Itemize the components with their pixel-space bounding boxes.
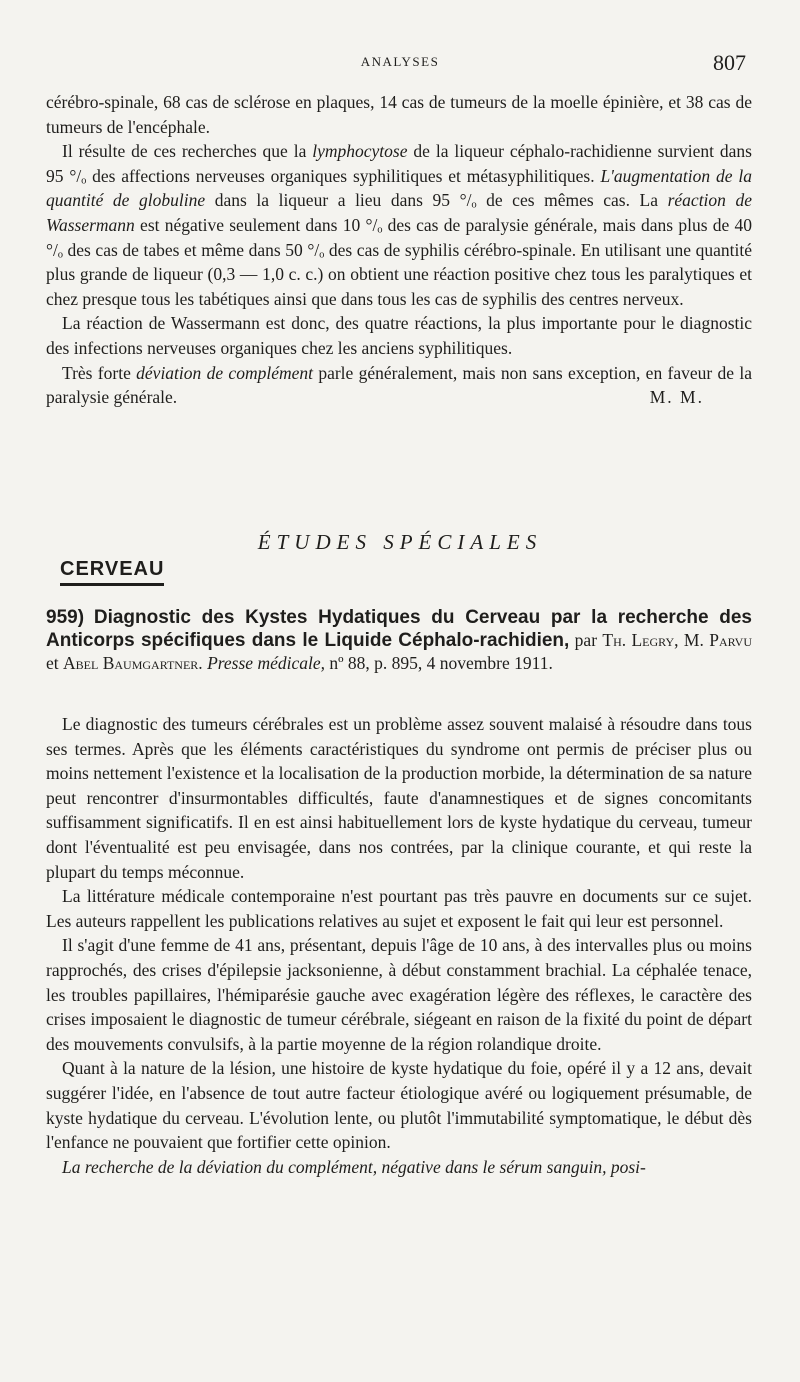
article-body — [46, 712, 752, 1179]
signature: M. M. — [649, 387, 704, 408]
page-number: 807 — [713, 50, 746, 75]
paragraph: cérébro-spinale, 68 cas de sclérose en plaques, 14 cas de tumeurs de la moelle épinière, et 38 cas de tumeurs de l'encéphale. — [46, 92, 752, 137]
article-authors: Th. Legry, M. Parvu — [602, 630, 752, 650]
article-header: 959) Diagnostic des Kystes Hydatiques du Cerveau par la recherche des Anticorps spécifiques dans le Liquide Céphalo-rachidien, par Th. Legry, M. Parvu et Abel Baumgartner. Presse médicale, nº 88, p. 895, 4 novembre 1911. — [46, 607, 753, 673]
running-title: ANALYSES — [360, 54, 440, 69]
paragraph: La littérature médicale contemporaine n'est pourtant pas très pauvre en documents sur ce sujet. Les auteurs rappellent les publications relatives au sujet et exposent le fait qui leur est personnel. — [46, 886, 752, 931]
paragraph: Très forte déviation de complément parle généralement, mais non sans exception, en faveur de la paralysie générale. M. M. — [46, 361, 752, 410]
paragraph: La recherche de la déviation du complément, négative dans le sérum sanguin, posi- — [62, 1156, 646, 1177]
paragraph: La réaction de Wassermann est donc, des quatre réactions, la plus importante pour le diagnostic des infections nerveuses organiques chez les anciens syphilitiques. — [46, 313, 752, 358]
paragraph: Le diagnostic des tumeurs cérébrales est un problème assez souvent malaisé à résoudre dans tous ses termes. Après que les éléments caractéristiques du syndrome ont permis de préciser plus ou moins nettement l'existence et la localisation de la production morbide, la détermination de sa nature peut rencontrer d'insurmontables difficultés, faute d'anamnestiques et de signes concomitants suffisamment significatifs. Il en est ainsi habituellement lors de kyste hydatique du cerveau, tumeur dont l'éventualité est peu envisagée, dans nos contrées, par la clinique courante, et qui reste la plupart du temps méconnue. — [46, 714, 752, 882]
intro-text — [46, 90, 752, 410]
article-title: Diagnostic des Kystes Hydatiques du Cerveau par la recherche des Anticorps spécifiques dans le Liquide Céphalo-rachidien, — [46, 607, 753, 651]
paragraph: Quant à la nature de la lésion, une histoire de kyste hydatique du foie, opéré il y a 12 ans, devait suggérer l'idée, en l'absence de tout autre facteur étiologique avéré ou logiquement présumable, de kyste hydatique du cerveau. L'évolution lente, ou plutôt l'immutabilité symptomatique, le début dès l'enfance ne pouvaient que fortifier cette opinion. — [46, 1058, 752, 1153]
article-number: 959) — [46, 607, 85, 628]
paragraph: Il résulte de ces recherches que la lymphocytose de la liqueur céphalo-rachidienne survient dans 95 °/ₒ des affections nerveuses organiques syphilitiques et métasyphilitiques. L'augmentation de la quantité de globuline dans la liqueur a lieu dans 95 °/ₒ de ces mêmes cas. La réaction de Wassermann est négative seulement dans 10 °/ₒ des cas de paralysie générale, mais dans plus de 40 °/ₒ des cas de tabes et même dans 50 °/ₒ des cas de syphilis cérébro-spinale. En utilisant une quantité plus grande de liqueur (0,3 — 1,0 c. c.) on obtient une réaction positive chez tous les paralytiques et chez presque tous les tabétiques ainsi que dans tous les cas de syphilis des centres nerveux. — [46, 141, 753, 309]
subsection-heading: CERVEAU — [60, 558, 164, 586]
paragraph: Il s'agit d'une femme de 41 ans, présentant, depuis l'âge de 10 ans, à des intervalles plus ou moins rapprochés, des crises d'épilepsie jacksonienne, à début constamment brachial. La céphalée tenace, les troubles papillaires, l'hémiparésie gauche avec exagération légère des réflexes, le caractère des crises imposaient le diagnostic de tumeur cérébrale, siégeant en raison de la fixité du point de départ des mouvements convulsifs, à la partie moyenne de la région rolandique droite. — [46, 935, 752, 1054]
page-header — [0, 50, 800, 80]
section-heading: ÉTUDES SPÉCIALES — [257, 530, 543, 554]
journal-name: Presse médicale, — [207, 653, 325, 673]
citation: nº 88, p. 895, 4 novembre 1911. — [324, 653, 553, 673]
